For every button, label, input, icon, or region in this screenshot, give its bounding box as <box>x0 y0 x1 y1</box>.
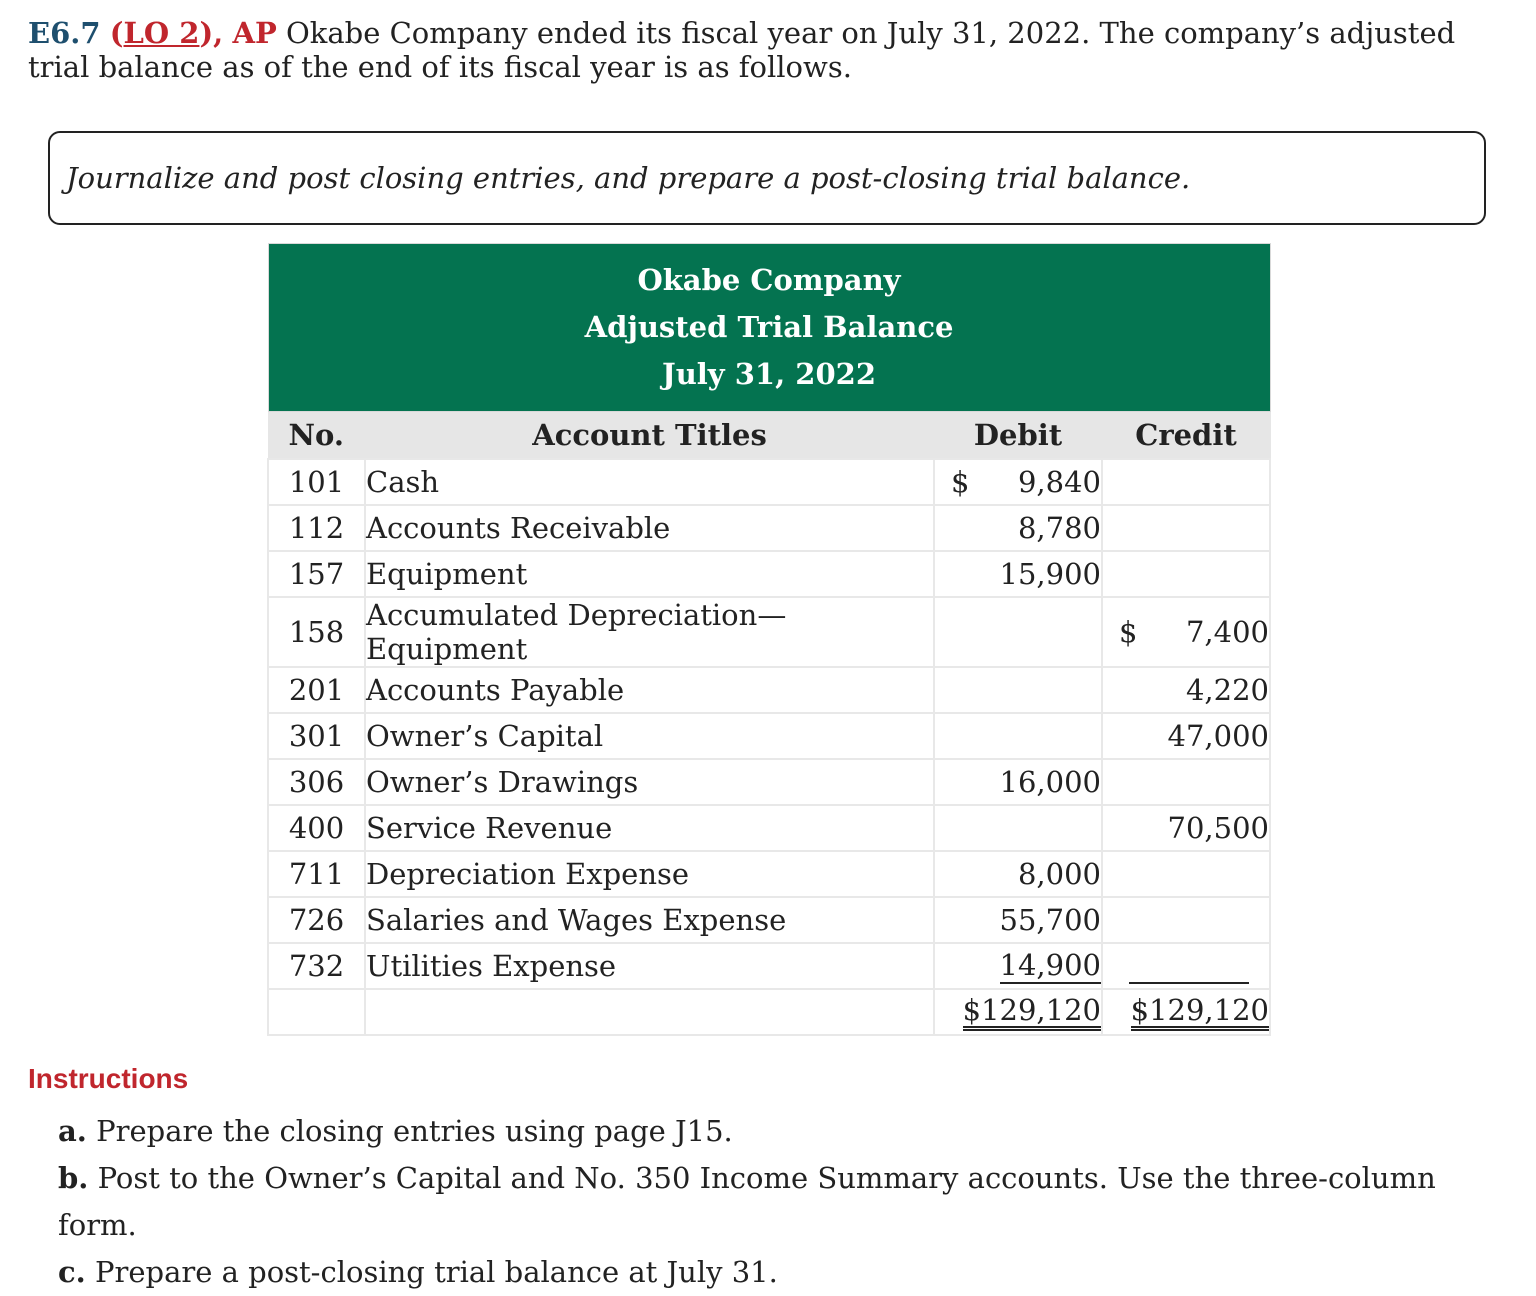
debit-amount: 16,000 <box>999 764 1101 799</box>
account-title: Equipment <box>365 551 934 597</box>
credit-cell <box>1102 551 1270 597</box>
credit-cell <box>1102 851 1270 897</box>
credit-cell <box>1102 597 1270 667</box>
totals-title-cell <box>365 989 934 1035</box>
credit-amount: 47,000 <box>1167 718 1269 753</box>
total-debit: $129,120 <box>963 995 1101 1031</box>
header-credit: Credit <box>1102 412 1270 459</box>
objective-text: Journalize and post closing entries, and prepare a post-closing trial balance. <box>66 161 1191 195</box>
objective-box <box>48 131 1486 225</box>
header-debit: Debit <box>934 412 1102 459</box>
statement-title: Adjusted Trial Balance <box>584 310 954 344</box>
instruction-text: Prepare the closing entries using page J15. <box>96 1114 733 1148</box>
header-no: No. <box>268 412 365 459</box>
account-title: Owner’s Drawings <box>365 759 934 805</box>
debit-cell <box>934 943 1102 989</box>
cropped-previous-text <box>0 0 1536 10</box>
table-row <box>268 667 1270 713</box>
instruction-item-b <box>58 1155 1508 1249</box>
instruction-item-c <box>58 1249 1508 1296</box>
credit-cell <box>1102 713 1270 759</box>
table-row <box>268 805 1270 851</box>
debit-cell <box>934 667 1102 713</box>
ap-tag: AP <box>232 16 277 50</box>
instruction-item-a <box>58 1108 1508 1155</box>
table-row <box>268 851 1270 897</box>
adjusted-trial-balance-table <box>267 243 1271 1036</box>
totals-row <box>268 989 1270 1035</box>
account-title: Accumulated Depreciation—Equipment <box>365 597 934 667</box>
debit-cell <box>934 759 1102 805</box>
debit-amount: 14,900 <box>999 947 1101 982</box>
debit-amount: 8,780 <box>1017 510 1101 545</box>
credit-cell <box>1102 759 1270 805</box>
account-number: 157 <box>268 551 365 597</box>
debit-amount: 55,700 <box>999 902 1101 937</box>
credit-cell <box>1102 943 1270 989</box>
table-row <box>268 505 1270 551</box>
company-name: Okabe Company <box>637 263 901 297</box>
account-number: 101 <box>268 459 365 505</box>
total-debit-cell <box>934 989 1102 1035</box>
account-title: Accounts Payable <box>365 667 934 713</box>
credit-amount: 70,500 <box>1167 810 1269 845</box>
account-title: Salaries and Wages Expense <box>365 897 934 943</box>
lo-close-paren: ), <box>199 16 224 50</box>
table-row <box>268 759 1270 805</box>
table-row <box>268 713 1270 759</box>
total-credit: $129,120 <box>1131 995 1269 1031</box>
debit-amount: 15,900 <box>999 556 1101 591</box>
account-title: Utilities Expense <box>365 943 934 989</box>
instruction-letter: a. <box>58 1114 87 1148</box>
account-number: 301 <box>268 713 365 759</box>
credit-amount: 7,400 <box>1185 614 1269 649</box>
account-number: 112 <box>268 505 365 551</box>
statement-date: July 31, 2022 <box>661 357 877 391</box>
totals-no-cell <box>268 989 365 1035</box>
table-row <box>268 459 1270 505</box>
exercise-number: E6.7 <box>28 16 101 50</box>
instruction-text: Post to the Owner’s Capital and No. 350 Income Summary accounts. Use the three-column form. <box>58 1161 1436 1242</box>
table-row <box>268 897 1270 943</box>
trial-balance-body <box>268 459 1270 989</box>
instruction-text: Prepare a post-closing trial balance at July 31. <box>94 1255 778 1289</box>
learning-objective <box>110 16 224 50</box>
lo-link[interactable]: LO 2 <box>123 16 200 50</box>
account-title: Owner’s Capital <box>365 713 934 759</box>
debit-dollar-sign: $ <box>951 464 970 499</box>
account-number: 158 <box>268 597 365 667</box>
exercise-intro: Okabe Company ended its fiscal year on July 31, 2022. The company’s adjusted trial balance as of the end of its fiscal year is as follows. <box>28 16 1456 84</box>
debit-amount: 8,000 <box>1017 856 1101 891</box>
account-number: 726 <box>268 897 365 943</box>
exercise-header <box>28 16 1508 84</box>
account-number: 732 <box>268 943 365 989</box>
table-row <box>268 943 1270 989</box>
debit-cell <box>934 505 1102 551</box>
debit-cell <box>934 851 1102 897</box>
debit-cell <box>934 459 1102 505</box>
credit-cell <box>1102 805 1270 851</box>
table-banner <box>268 244 1270 412</box>
instructions-heading: Instructions <box>28 1063 189 1094</box>
instructions-list <box>58 1108 1508 1296</box>
credit-subtotal-rule <box>1129 982 1249 984</box>
table-row <box>268 551 1270 597</box>
debit-cell <box>934 597 1102 667</box>
account-title: Cash <box>365 459 934 505</box>
instruction-letter: b. <box>58 1161 89 1195</box>
table-row <box>268 597 1270 667</box>
account-number: 306 <box>268 759 365 805</box>
account-title: Accounts Receivable <box>365 505 934 551</box>
total-credit-cell <box>1102 989 1270 1035</box>
debit-cell <box>934 897 1102 943</box>
lo-open-paren: ( <box>109 16 124 50</box>
debit-cell <box>934 713 1102 759</box>
credit-amount: 4,220 <box>1185 672 1269 707</box>
debit-cell <box>934 805 1102 851</box>
credit-cell <box>1102 667 1270 713</box>
account-number: 400 <box>268 805 365 851</box>
account-title: Depreciation Expense <box>365 851 934 897</box>
instruction-letter: c. <box>58 1255 86 1289</box>
debit-amount: 9,840 <box>1017 464 1101 499</box>
credit-dollar-sign: $ <box>1119 614 1138 649</box>
header-account-titles: Account Titles <box>365 412 934 459</box>
account-title: Service Revenue <box>365 805 934 851</box>
credit-cell <box>1102 505 1270 551</box>
credit-cell <box>1102 897 1270 943</box>
debit-cell <box>934 551 1102 597</box>
credit-cell <box>1102 459 1270 505</box>
account-number: 711 <box>268 851 365 897</box>
column-header-row <box>268 412 1270 459</box>
account-number: 201 <box>268 667 365 713</box>
